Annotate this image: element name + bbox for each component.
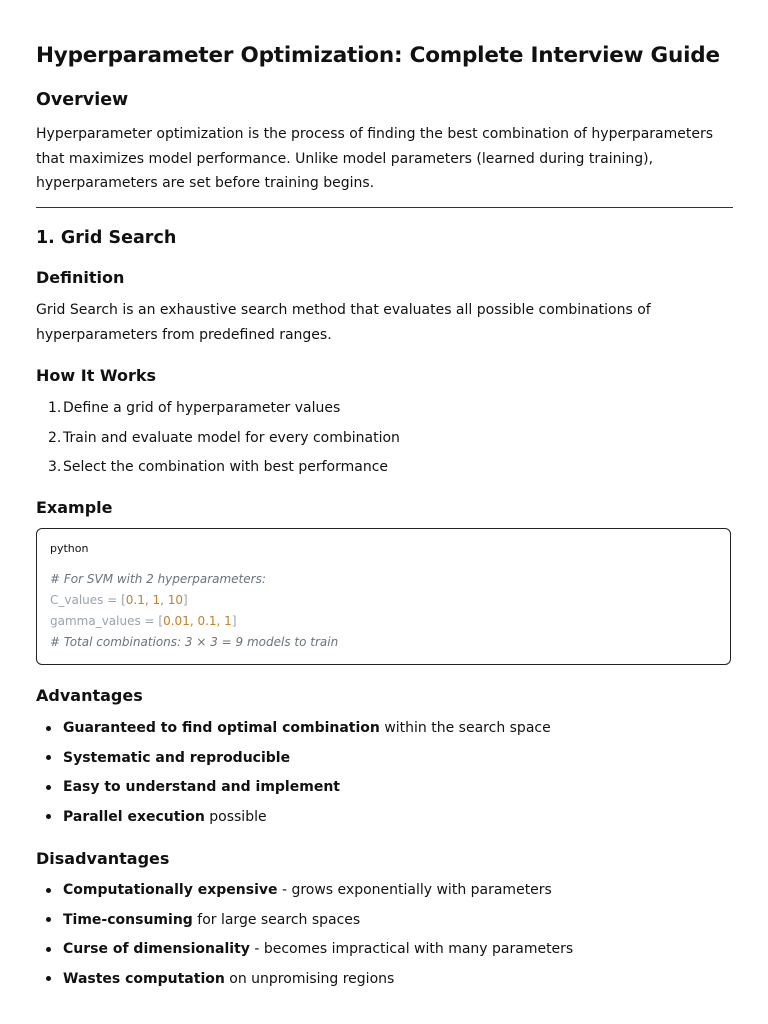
bullet-icon xyxy=(46,785,51,790)
bullet-icon xyxy=(46,947,51,952)
list-item xyxy=(36,939,573,969)
code-bracket: ] xyxy=(183,593,188,607)
item-bold-text: Systematic and reproducible xyxy=(63,749,291,766)
code-variable: C_values = [ xyxy=(50,593,126,607)
advantages-list xyxy=(36,718,551,836)
step-number: 2. xyxy=(48,429,62,446)
list-item xyxy=(36,807,551,837)
step-text: Train and evaluate model for every combination xyxy=(63,429,400,446)
item-bold-text: Time-consuming xyxy=(63,911,193,928)
item-text: possible xyxy=(204,808,267,825)
definition-text: Grid Search is an exhaustive search method that evaluates all possible combinations of hyperparameters from predefined ranges. xyxy=(36,302,651,343)
item-text: within the search space xyxy=(379,720,551,736)
code-block xyxy=(36,528,731,665)
page-title: Hyperparameter Optimization: Complete Interview Guide xyxy=(36,43,720,68)
item-bold-text: Curse of dimensionality xyxy=(63,941,250,957)
step-text: Select the combination with best performance xyxy=(63,459,389,475)
bullet-icon xyxy=(46,917,51,922)
list-item xyxy=(36,457,400,487)
overview-heading: Overview xyxy=(36,90,129,110)
bullet-icon xyxy=(46,755,51,760)
list-item xyxy=(36,398,400,428)
item-bold-text: Parallel execution xyxy=(63,808,205,825)
list-item xyxy=(36,718,551,748)
code-content xyxy=(50,571,338,655)
code-numbers: 0.01, 0.1, 1 xyxy=(163,614,232,628)
section-divider xyxy=(36,207,733,208)
bullet-icon xyxy=(46,814,51,819)
item-text: on unpromising regions xyxy=(224,970,395,987)
grid-search-heading: 1. Grid Search xyxy=(36,228,177,248)
code-bracket: ] xyxy=(231,614,237,628)
item-bold-text: Guaranteed to find optimal combination xyxy=(63,720,380,736)
list-item xyxy=(36,880,573,910)
disadvantages-list xyxy=(36,880,573,998)
code-comment: # Total combinations: 3 × 3 = 9 models to train xyxy=(50,635,339,649)
code-numbers: 0.1, 1, 10 xyxy=(125,593,184,607)
code-comment: # For SVM with 2 hyperparameters: xyxy=(50,572,266,586)
list-item xyxy=(36,777,551,807)
list-item xyxy=(36,910,573,940)
code-line xyxy=(50,613,338,634)
code-variable: gamma_values = [ xyxy=(50,614,164,628)
item-text: - grows exponentially with parameters xyxy=(277,882,552,898)
item-bold-text: Computationally expensive xyxy=(63,882,278,898)
step-number: 3. xyxy=(48,459,62,475)
example-heading: Example xyxy=(36,498,113,517)
how-it-works-heading: How It Works xyxy=(36,366,157,385)
item-bold-text: Wastes computation xyxy=(63,970,225,987)
advantages-heading: Advantages xyxy=(36,686,143,705)
bullet-icon xyxy=(46,726,51,731)
step-text: Define a grid of hyperparameter values xyxy=(63,400,341,416)
overview-text: Hyperparameter optimization is the process of finding the best combination of hyperparameters that maximizes model performance. Unlike model parameters (learned during training), hyperparameters are set before training begins. xyxy=(36,126,714,191)
list-item xyxy=(36,748,551,778)
steps-list xyxy=(36,398,400,487)
definition-heading: Definition xyxy=(36,268,125,287)
code-line xyxy=(50,592,338,613)
item-text: - becomes impractical with many parameters xyxy=(249,941,574,957)
list-item xyxy=(36,969,573,999)
item-text: for large search spaces xyxy=(192,911,361,928)
item-bold-text: Easy to understand and implement xyxy=(63,779,340,795)
bullet-icon xyxy=(46,888,51,893)
bullet-icon xyxy=(46,976,51,981)
disadvantages-heading: Disadvantages xyxy=(36,849,170,868)
step-number: 1. xyxy=(48,400,62,416)
list-item xyxy=(36,428,400,458)
code-language-label: python xyxy=(50,542,89,555)
